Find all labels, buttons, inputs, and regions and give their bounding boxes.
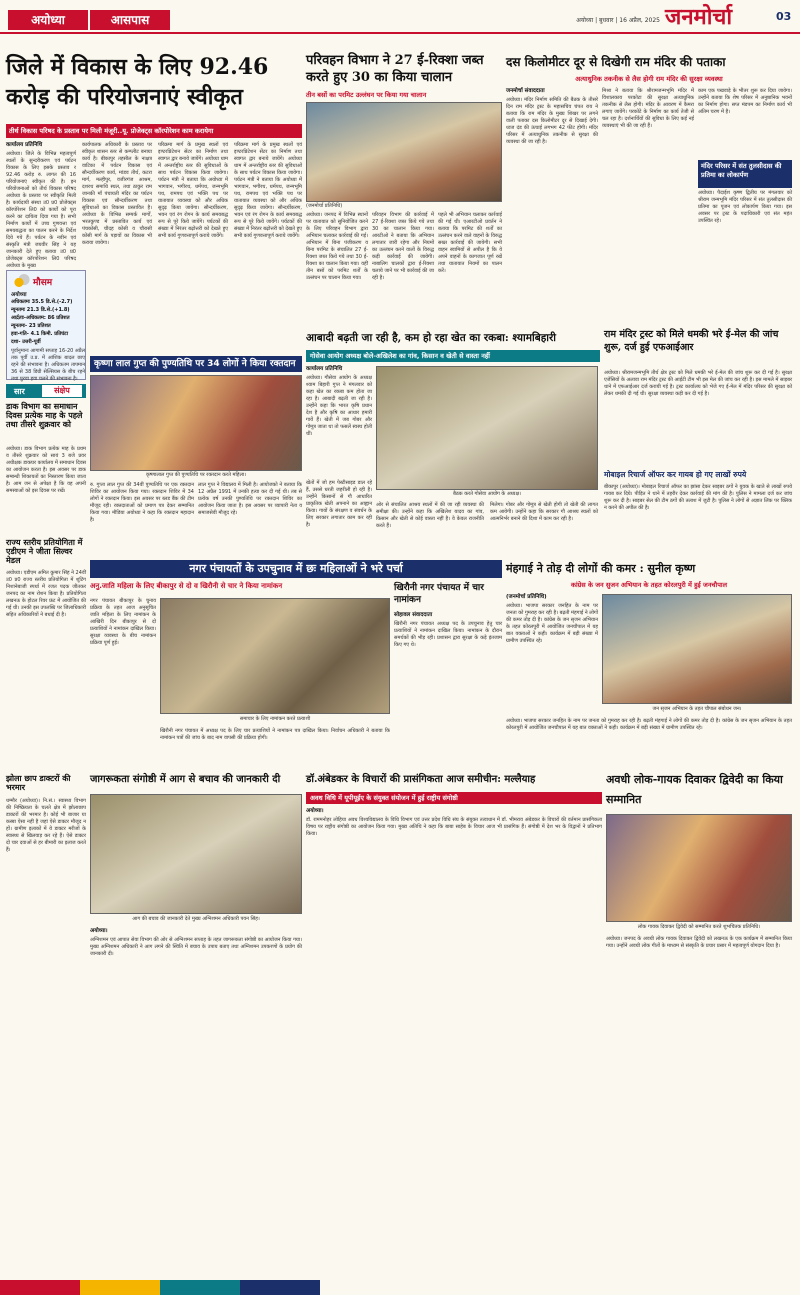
story5-col2: मिश्रा ने बताया कि श्रीरामजन्मभूमि मंदिर में विशालकाय परकोटा की सुरक्षा अत्याधुनिक तकनीक से लैस होगी। मंदिर के आवरण में कैमरा लगाए जायेंगे। परकोटे के निर्माण का कार्य तेजी से चल रहा है। दर्शनार्थियों की सुविधा के लिए कई नई व्यवस्थाएं भी की जा रही हैं। (602, 88, 694, 129)
story4-col1-text: अयोध्या। गौसेवा आयोग के अध्यक्ष श्याम बिहारी गुप्त ने मंगलवार को कहा खेत का रकबा कम होता जा रहा है। आबादी बढ़ती जा रही है। उन्होंने कहा कि भारत कृषि प्रधान देश है और कृषि का आधार हमारी गायें हैं। खेती में जब गोबर और गोमूत्र जाता था तो फसलें स्वस्थ होती थीं। (306, 375, 372, 437)
weather-title: मौसम (33, 278, 53, 288)
story2-caption: (जनमोर्चा प्रतिनिधि) (306, 203, 343, 209)
weather-row-3: आर्द्रताः-अधिकतम: 86 प्रतिशत (11, 315, 70, 321)
story12-byline: अयोध्या। (90, 928, 108, 934)
story14-headline: अवधी लोक-गायक दिवाकर द्विवेदी का किया सम्मानित (606, 773, 783, 806)
story4-subhead: गोसेवा आयोग अध्यक्ष बोले-अखिलेश का गांव, किसान व खेती से वास्ता नहीं (306, 350, 600, 362)
story12-photo (90, 794, 302, 914)
story10-byline: सोहावल संवाददाता (394, 612, 433, 618)
brief-column (6, 384, 86, 1264)
story13-headline: डॉ.अंबेडकर के विचारों की प्रासंगिकता आज समीचीन: मल्लैयाह (306, 774, 536, 785)
story1-headline: जिले में विकास के लिए 92.46 करोड़ की परियोजनाएं स्वीकृत (6, 54, 269, 110)
date-line: अयोध्या | बुधवार | 16 अप्रैल, 2025 (576, 17, 660, 24)
story5-headline: दस किलोमीटर दूर से दिखेगी राम मंदिर की पताका (506, 55, 726, 69)
story3-col1: रु. गुप्ता लाल गुप्त की 34वीं पुण्यतिथि पर एक रक्तदान शिविर का आयोजन किया गया। रक्तदान शिविर में 34 लोगों ने रक्तदान किया। इस अवसर पर ब्लड बैंक की टीम मौजूद रही। रक्तदाताओं को प्रमाण पत्र देकर सम्मानित किया गया। मीडिया अयोध्या ने कहा कि रक्तदान महादान है। (90, 482, 194, 523)
story2-col2: परिवहन विभाग की कार्रवाई में 27 ई-रिक्शा जब्त किये गये तथा 30 का चालान किया गया। आरटीओ ने बताया कि अभियान लगातार जारी रहेगा और नियमों का उल्लंघन करने वालों के विरुद्ध कड़ी कार्रवाई की जायेगी। नाबालिग चालकों द्वारा ई-रिक्शा चलाये जाने पर भी कार्रवाई की जा रही है। (372, 212, 434, 281)
story14-caption: लोक गायक दिवाकर द्विवेदी को सम्मानित करते शुभचिंतक प्रतिनिधि। (637, 924, 761, 930)
story9-headline: अनु.जाति महिला के लिए बीकापुर से दो व खिरौनी से चार ने किया नामांकन (90, 582, 283, 590)
story11-more: अयोध्या। भाजपा सरकार जनहित के नाम पर जनता को गुमराह कर रही है। बढ़ती मंहगाई ने लोगों की कमर तोड़ दी है। कांग्रेस के जन सृजन अभियान के तहत कोरलपुरी में आयोजित जनचौपाल में यह बात वक्ताओं ने कही। कार्यक्रम में बड़ी संख्या में ग्रामीण उपस्थित रहे। (506, 718, 792, 731)
story3-caption: कृष्णालाल गुप्त की पुण्यतिथि पर रक्तदान करते महिला। (145, 472, 247, 478)
story5-col1 (506, 88, 598, 234)
brief-tag-2: संक्षेप (42, 385, 82, 397)
story2-photo (306, 102, 502, 202)
story5-col1-text: अयोध्या। मंदिर निर्माण समिति की बैठक के तीसरे दिन राम मंदिर ट्रस्ट के महासचिव चंपत राय ने बताया कि राम मंदिर के मुख्य शिखर पर लगने वाली पताका दस किलोमीटर दूर से दिखाई देगी। ध्वज दंड की ऊंचाई लगभग 42 फीट होगी। मंदिर परिसर में अत्याधुनिक तकनीक से सुरक्षा की व्यवस्था की जा रही है। (506, 97, 598, 145)
story2-col3: पहले भी अभियान चलाकर कार्रवाई की गई थी। एआरटीओ प्रवर्तन ने बताया कि परमिट की शर्तों का उल्लंघन करने वाले वाहनों के विरुद्ध सख्त कार्रवाई की जायेगी। सभी वाहन स्वामियों से अपील है कि वे अपने वाहनों के कागजात पूर्ण रखें तथा यातायात नियमों का पालन करें। (438, 212, 502, 274)
story1-col3: परिक्रमा मार्ग के प्रमुख स्थलों एवं इण्टरप्रिटेशन सेंटर का निर्माण तथा स्वागत द्वार बनाये जायेंगे। अयोध्या धाम में अन्तर्राष्ट्रीय स्तर की सुविधाओं के साथ पर्यटन विकास किया जायेगा। पर्यटन मंत्री ने बताया कि अयोध्या में भागवान, भगीरथ, धर्मपथ, जन्मभूमि पथ, रामपथ एवं भक्ति पथ पर यातायात व्यवस्था को और अधिक सुदृढ़ किया जायेगा। सौन्दर्यीकरण, भवन एवं रंग रोगन के कार्य समयबद्ध रूप से पूरे किये जायेंगे। पर्यटकों की संख्या में निरंतर बढ़ोत्तरी को देखते हुए सभी कार्य गुणवत्तापूर्ण कराये जायेंगे। (158, 142, 228, 239)
story14-photo (606, 814, 792, 922)
story12-body (90, 928, 302, 1258)
section-tab: अयोध्या (8, 10, 88, 30)
brief-item1-text: अयोध्या। डाक विभाग प्रत्येक माह के प्रथम व तीसरे शुक्रवार को सायं 3 बजे प्रवर अधीक्षक डाकघर कार्यालय में समाधान दिवस का आयोजन करता है। इस अवसर पर डाक सम्बन्धी शिकायतों का निस्तारण किया जाता है। आम जन से अपेक्षा है कि वह अपनी समस्याओं को इस दिवस पर रखें। (6, 446, 86, 494)
story7-headline: राम मंदिर ट्रस्ट को मिले धमकी भरे ई-मेल की जांच शुरू, दर्ज हुई एफआईआर (604, 329, 779, 353)
story4-col1 (306, 366, 372, 478)
story5-col3: काम एक पखवाड़े के भीतर शुरू कर दिया जायेगा। उन्होंने बताया कि शेष परिसर में अनुष्ठानिक भवनों का निर्माण होगा। सप्त मंडपम का निर्माण कार्य भी अंतिम चरण में है। (698, 88, 792, 115)
story13-body (306, 808, 602, 1258)
story9-col1: नगर पंचायत बीकापुर के चुनाव प्रक्रिया के तहत आज अनुसूचित जाति महिला के लिए नामांकन के आखिरी दिन बीकापुर से दो प्रत्याशियों ने नामांकन दाखिल किया। सुरक्षा व्यवस्था के बीच नामांकन प्रक्रिया पूर्ण हुई। (90, 598, 156, 646)
story13-subhead: अवध विधि में यूपीयूईए के संयुक्त संयोजन में हुई राष्ट्रीय संगोष्ठी (306, 792, 602, 804)
story8-headline: मोबाइल रिचार्ज ऑफर कर गायब हो गए लाखों रुपये (604, 470, 747, 479)
story14-text: अयोध्या। जनपद के अवधी लोक गायक दिवाकर द्विवेदी को लखनऊ के एक कार्यक्रम में सम्मानित किया गया। उन्होंने अवधी लोक गीतों के माध्यम से संस्कृति के प्रचार प्रसार में महत्वपूर्ण योगदान दिया है। (606, 936, 792, 949)
brief-item3-title: झोला छाप डाक्टरों की भरमार (6, 774, 71, 793)
sub-section-tab: आसपास (90, 10, 170, 30)
weather-row-5: हवा-गति- 4.1 किमी. प्रतिघंटा (11, 331, 69, 337)
page-header (0, 0, 800, 34)
weather-box (6, 270, 86, 380)
story11-body (506, 594, 598, 704)
weather-row-4: न्यूनतमः- 23 प्रतिशत (11, 323, 51, 329)
story9-col2: खिरौनी नगर पंचायत में अध्यक्ष पद के लिए चार प्रत्याशियों ने नामांकन पत्र दाखिल किया। निर्वाचन अधिकारी ने बताया कि नामांकन पत्रों की जांच के बाद नाम वापसी की प्रक्रिया होगी। (160, 728, 390, 741)
story2-headline: परिवहन विभाग ने 27 ई-रिक्शा जब्त करते हुए 30 का किया चालान (306, 53, 484, 85)
page-number: 03 (776, 10, 792, 23)
story9-photo (160, 598, 390, 714)
story11-text: अयोध्या। भाजपा सरकार जनहित के नाम पर जनता को गुमराह कर रही है। बढ़ती मंहगाई ने लोगों की कमर तोड़ दी है। कांग्रेस के जन सृजन अभियान के तहत कोरलपुरी में आयोजित जनचौपाल में यह बात वक्ताओं ने कही। कार्यक्रम में बड़ी संख्या में ग्रामीण उपस्थित रहे। (506, 603, 598, 644)
story6-text: अयोध्या। पैदाईश कृष्ण द्वितीय पर मंगलवार को श्रीराम जन्मभूमि मंदिर परिसर में संत तुलसीदास की प्रतिमा का पूजन एवं लोकार्पण किया गया। इस अवसर पर ट्रस्ट के पदाधिकारी एवं संत महंत उपस्थित रहे। (698, 190, 792, 224)
masthead: जनमोर्चा (665, 4, 733, 30)
story1-col2: कार्यपालक अधिकारी के प्रस्ताव पर स्वीकृत शासन स्तर से कम्प्लीट बनाया कार्य है। बीकापुर तहसील के नाक्षत्र वाटिका में पर्यटन विकास एवं सौन्दर्यीकरण कार्य, मांडव तीर्थ, कटरा मार्ग, मल्हीपुर, वजीरगंज आश्रम, दशरथ समाधि स्थल, तथा ठाकुर राम जानकी माँ पंचायती मंदिर का पर्यटन विकास एवं सौन्दर्यीकरण तथा सुविधाओं का विकास प्रस्तावित है। अयोध्या के विभिन्न सम्पर्क मार्गों, भरतकुण्ड में प्रस्तावित कार्य एवं पंचकोसी, चौदह कोसी व चौरासी कोसी मार्ग के पड़ावों का विकास भी कराया जायेगा। (82, 142, 152, 246)
weather-row-1: अधिकतमः 35.5 डि.से.(-2.7) (11, 299, 73, 305)
brief-tag-1: सार (14, 387, 25, 396)
story8-text: बीकापुर (अयोध्या)। मोबाइल रिचार्ज ऑफर का झांसा देकर साइबर ठगों ने युवक के खाते से लाखों रुपये गायब कर दिये। पीड़ित ने थाने में तहरीर देकर कार्रवाई की मांग की है। पुलिस ने मामला दर्ज कर जांच शुरू कर दी है। साइबर सेल की टीम ठगों की तलाश में जुटी है। पुलिस ने लोगों से अज्ञात लिंक पर क्लिक न करने की अपील की है। (604, 484, 792, 511)
weather-note: पूर्वानुमानः आगामी सप्ताह 16-20 अप्रैल तक पूर्वी उ.प्र. में आंशिक बादल छाए रहने की संभावना है। अधिकतम तापमान 36 से 38 डिग्री सेल्सियस के बीच रहने तथा पुरवा हवा चलने की संभावना है। (11, 348, 85, 382)
weather-icon (11, 274, 31, 288)
story10-headline: खिरौनी नगर पंचायत में चार नामांकन (394, 583, 484, 605)
brief-item2-text: अयोध्या। एडीएम अमित कुमार सिंह ने 24वीं उ0 प्र0 राज्य स्तरीय प्रतियोगिता में शूटिंग निशानेबाजी स्पर्धा में रजत पदक जीतकर जनपद का नाम रोशन किया है। प्रतियोगिता लखनऊ के होटल रिवर फ्रंट में आयोजित की गई थी। उनकी इस उपलब्धि पर जिलाधिकारी सहित अधिकारियों ने बधाई दी है। (6, 570, 87, 618)
story1-body (6, 142, 302, 274)
story9-caption: समाचार के लिए नामांकन करते प्रत्याशी (239, 716, 311, 722)
banner1: नगर पंचायतों के उपचुनाव में छः महिलाओं ने भरे पर्चा (90, 560, 502, 578)
story2-col1: अयोध्या। जनपद में विभिन्न स्थानों पर यातायात को सुनियोजित करने के लिए परिवहन विभाग द्वारा अभियान चलाकर कार्रवाई की गई। अभियान में बिना पंजीकरण व बिना परमिट के संचालित 27 ई-रिक्शा जब्त किये गये तथा 30 ई-रिक्शा का चालान किया गया। वहीं तीन बसों को परमिट शर्तों के उल्लंघन पर चालान किया गया। (306, 212, 368, 281)
story1-byline: कार्यालय प्रतिनिधि (6, 142, 43, 148)
footer-bar (0, 1280, 800, 1295)
story1-col1 (6, 142, 76, 274)
story4-caption: बैठक करते गोसेवा आयोग के अध्यक्ष। (453, 491, 521, 497)
story3-col2: लाल गुप्त ने विद्यालय में मिली है। आयोजको ने बताया कि 12 अप्रैल 1991 में उनकी हत्या कर दी गई थी। तब से प्रत्येक वर्ष उनकी पुण्यतिथि पर रक्तदान शिविर का आयोजन किया जाता है। इस अवसर पर व्यापारी नेता व समाजसेवी मौजूद रहे। (198, 482, 302, 516)
story12-headline: जागरूकता संगोष्ठी में आग से बचाव की जानकारी दी (90, 774, 281, 785)
story12-caption: आग की बचाव की जानकारी देते मुख्य अग्निशमन अधिकारी पवन सिंह। (132, 916, 260, 922)
weather-row-6: दशा- उत्तरी-पूर्वी (11, 339, 41, 345)
story4-headline: आबादी बढ़ती जा रही है, कम हो रहा खेत का रकबा: श्यामबिहारी (306, 332, 557, 344)
story11-caption: जन सृजन अभियान के तहत चौपाल संबोधन जन। (652, 706, 742, 712)
story7-text: अयोध्या। श्रीरामजन्मभूमि तीर्थ क्षेत्र ट्रस्ट को मिले धमकी भरे ई-मेल की जांच शुरू कर दी गई है। सुरक्षा एजेंसियों के अलावा राम मंदिर ट्रस्ट की आईटी टीम भी इस मेल की जांच कर रही है। इस मामले में साइबर थाने में एफआईआर दर्ज करायी गई है। ट्रस्ट कार्यालय को भेजे गए ई-मेल में मंदिर परिसर की सुरक्षा को लेकर धमकी दी गई थी। सुरक्षा व्यवस्था कड़ी कर दी गई है। (604, 370, 792, 397)
story4-byline: कार्यालय प्रतिनिधि (306, 366, 343, 372)
story11-byline: (जनमोर्चा प्रतिनिधि) (506, 594, 547, 600)
weather-subtitle: अयोध्या (11, 292, 27, 298)
brief-header (6, 384, 86, 398)
story6-headline: मंदिर परिसर में संत तुलसीदास की प्रतिमा का लोकार्पण (698, 160, 792, 188)
story3-photo (90, 375, 302, 471)
story5-byline: जनमोर्चा संवाददाता (506, 88, 545, 94)
weather-row-2: न्यूनतमः 21.3 डि.से.(+1.8) (11, 307, 70, 313)
story10-body (394, 612, 502, 762)
story3-headline: कृष्णा लाल गुप्त की पुण्यतिथि पर 34 लोगों ने किया रक्तदान (90, 356, 302, 372)
story13-text: डॉ. राममनोहर लोहिया अवध विश्वविद्यालय के विधि विभाग एवं उत्तर प्रदेश विधि संघ के संयुक्त तत्वाधान में डॉ. भीमराव अंबेडकर के विचारों की वर्तमान प्रासंगिकता विषय पर राष्ट्रीय संगोष्ठी का आयोजन किया गया। मुख्य अतिथि ने कहा कि बाबा साहेब के विचार आज भी प्रासंगिक हैं। संगोष्ठी में देश भर के विद्वानों ने प्रतिभाग किया। (306, 817, 602, 837)
story13-byline: अयोध्या। (306, 808, 324, 814)
story4-col3: ओर से संचालित आश्रय स्थलों में की जा रही व्यवस्था की समीक्षा की। उन्होंने कहा कि अखिलेश यादव का गांव, किसान और खेती से कोई वास्ता नहीं है। वे केवल राजनीति करते हैं। (376, 502, 484, 529)
story2-subhead: तीन बसों का परमिट उल्लंघन पर किया गया चालान (306, 91, 427, 99)
story4-col4: मिलेगा। गोबर और गोमूत्र से खेती होगी तो खेती की लागत कम आयेगी। उन्होंने कहा कि सरकार गौ आश्रय स्थलों को आत्मनिर्भर बनाने की दिशा में काम कर रही है। (490, 502, 598, 522)
story4-photo (376, 366, 598, 490)
story5-subhead: अत्याधुनिक तकनीक से लैस होगी राम मंदिर की सुरक्षा व्यवस्था (575, 75, 723, 83)
story4-col2: खेतों में जो हम पेस्टीसाइड डाल रहे हैं, उससे धरती जहरीली हो रही है। उन्होंने किसानों से गौ आधारित प्राकृतिक खेती अपनाने का आह्वान किया। गायों के संरक्षण व संवर्धन के लिए सरकार लगातार काम कर रही है। (306, 480, 372, 528)
brief-item1-title: डाक विभाग का समाधान दिवस प्रत्येक माह के पहले तथा तीसरे शुक्रवार को (6, 402, 83, 430)
story12-text: अग्निशमन एवं आपात सेवा विभाग की ओर से अग्निशमन सप्ताह के तहत जागरूकता संगोष्ठी का आयोजन किया गया। मुख्य अग्निशमन अधिकारी ने आग लगने की स्थिति में बचाव के उपाय बताए तथा अग्निशमन उपकरणों के प्रयोग की जानकारी दी। (90, 937, 302, 957)
brief-item3-text: धम्मौर (अयोध्या)। नि.सं.। स्वास्थ्य विभाग की निष्क्रियता के चलते क्षेत्र में झोलाछाप डाक्टरों की भरमार है। कोई भी बाजार या कस्बा ऐसा नहीं है जहां ऐसे डाक्टर मौजूद न हों। ग्रामीण इलाकों में ये डाक्टर मरीजों के स्वास्थ्य से खिलवाड़ कर रहे हैं। ऐसे डाक्टर दो चार दवाओं से हर बीमारी का इलाज करते हैं। (6, 798, 86, 853)
story1-subhead: तीर्थ विकास परिषद के प्रस्ताव पर मिली मंजूरी..यू. प्रोजेक्ट्स कॉरपोरेशन काम करायेगा (6, 124, 302, 138)
story10-text: खिरौनी नगर पंचायत अध्यक्ष पद के उपचुनाव हेतु चार प्रत्याशियों ने नामांकन दाखिल किया। नामांकन के दौरान समर्थकों की भीड़ रही। प्रशासन द्वारा सुरक्षा के कड़े इंतजाम किए गए थे। (394, 621, 502, 648)
story1-col1-text: अयोध्या। जिले के विभिन्न महत्वपूर्ण स्थलों के सुन्दरीकरण एवं पर्यटन विकास के लिए इसके प्रस्ताव र 92.46 करोड़ रु. लागत की 16 परियोजनाएं स्वीकृत की है। इन परियोजनाओं को तीर्थ विकास परिषद अयोध्या के प्रस्ताव पर स्वीकृति मिली है। कार्यदायी संस्था उ0 प्र0 प्रोजेक्ट्स कॉरपोरेशन लि0 को कार्यों को पूरा करने का दायित्व दिया गया है। सभी निर्माण कार्यों में उच्च गुणवत्ता एवं समयबद्धता का पालन करने के निर्देश दिये गये हैं। पर्यटन के नवीन एवं संस्कृति मंत्री जयवीर सिंह ने यह जानकारी देते हुए बताया उ0 प्र0 प्रोजेक्ट्स कॉरपोरेशन लि0 परिषद अयोध्या के मुख्य (6, 151, 76, 269)
story11-photo (602, 594, 792, 704)
banner2: मंहगाई ने तोड़ दी लोगों की कमर : सुनील कृष्ण (506, 562, 696, 575)
brief-item2-title: राज्य स्तरीय प्रतियोगिता में एडीएम ने जीता सिल्वर मेडल (6, 538, 83, 566)
story1-col4: परिक्रमा मार्ग के प्रमुख स्थलों एवं इण्टरप्रिटेशन सेंटर का निर्माण तथा स्वागत द्वार बनाये जायेंगे। अयोध्या धाम में अन्तर्राष्ट्रीय स्तर की सुविधाओं के साथ पर्यटन विकास किया जायेगा। पर्यटन मंत्री ने बताया कि अयोध्या में भागवान, भगीरथ, धर्मपथ, जन्मभूमि पथ, रामपथ एवं भक्ति पथ पर यातायात व्यवस्था को और अधिक सुदृढ़ किया जायेगा। सौन्दर्यीकरण, भवन एवं रंग रोगन के कार्य समयबद्ध रूप से पूरे किये जायेंगे। पर्यटकों की संख्या में निरंतर बढ़ोत्तरी को देखते हुए सभी कार्य गुणवत्तापूर्ण कराये जायेंगे। (234, 142, 302, 239)
story11-subhead: कांग्रेस के जन सुजन अभियान के तहत कोरलपुरी में हुई जनचौपाल (570, 581, 728, 589)
